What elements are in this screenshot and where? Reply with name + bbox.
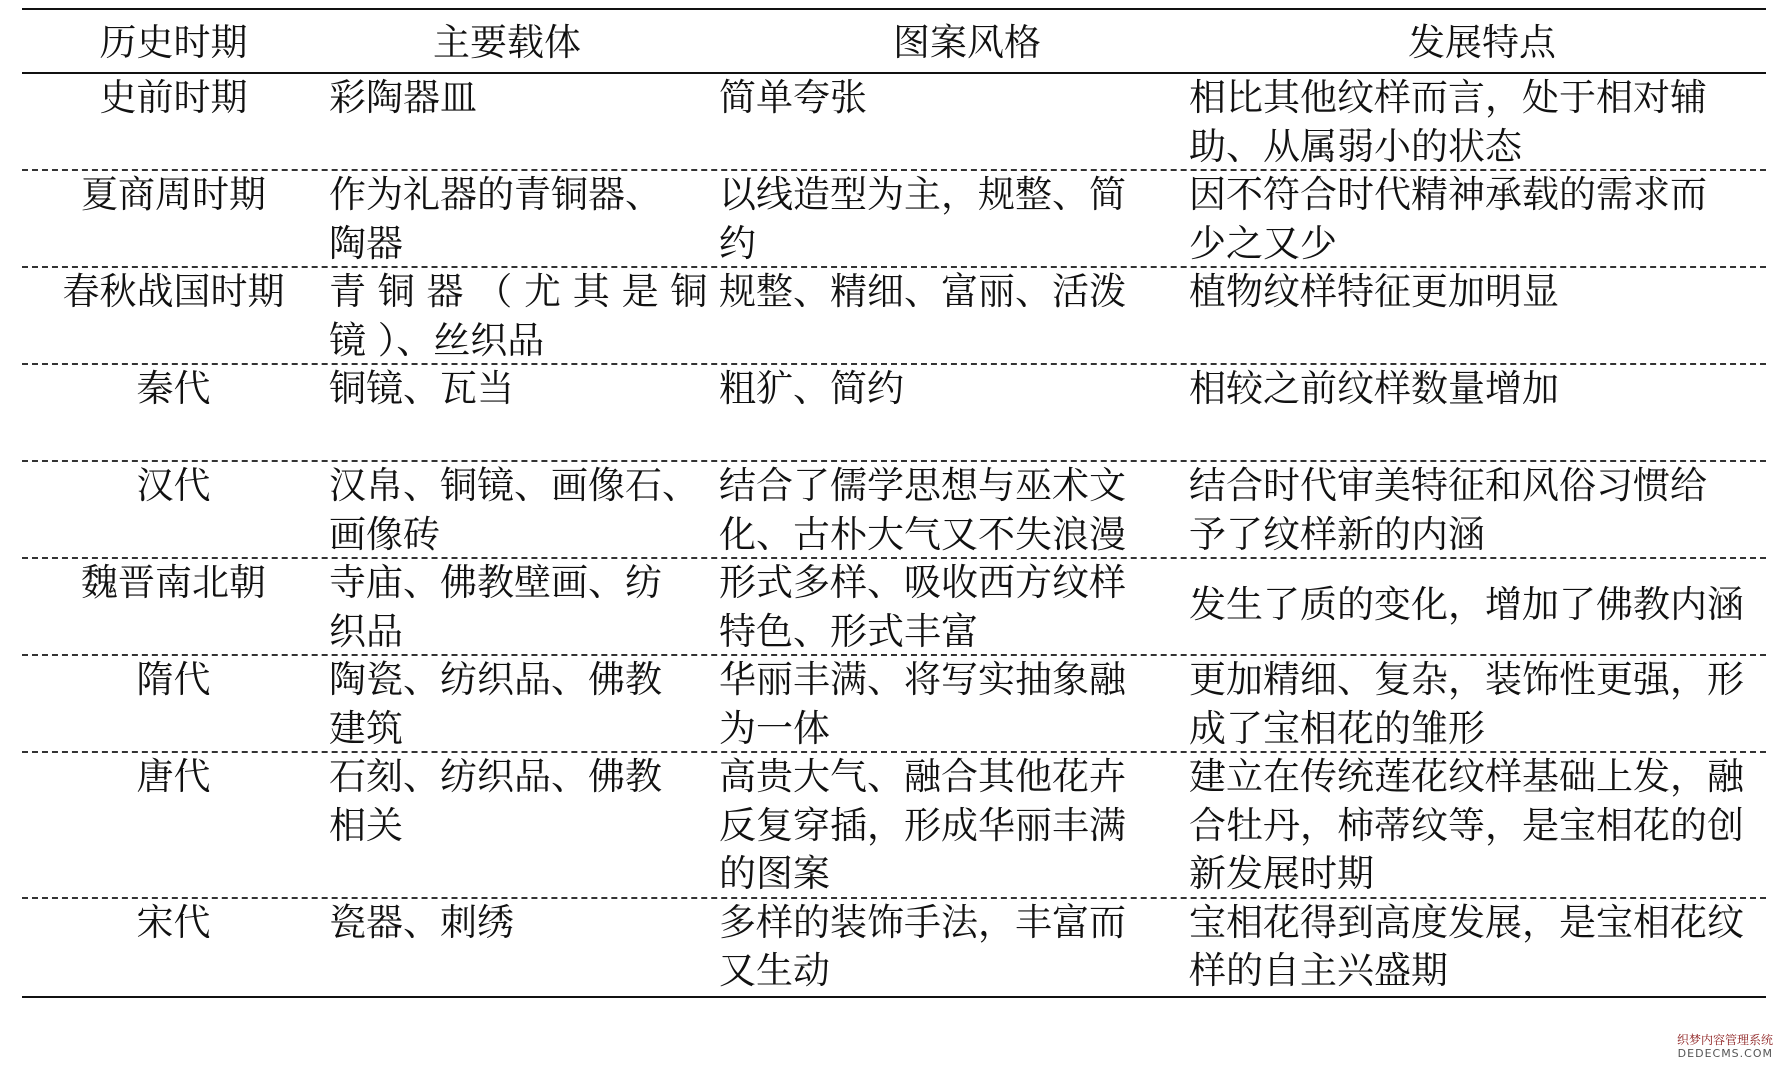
carrier-cell-line: 铜镜、瓦当 — [329, 367, 514, 410]
watermark — [1633, 1033, 1773, 1060]
style-cell-line: 以线造型为主，规整、简 — [719, 173, 1126, 216]
feature-cell — [1185, 74, 1766, 171]
carrier-cell-line: 画像砖 — [329, 512, 440, 556]
header-style: 图案风格 — [893, 21, 1041, 64]
carrier-cell-line: 石刻、纺织品、佛教 — [329, 755, 662, 798]
feature-cell-line: 因不符合时代精神承载的需求而 — [1189, 173, 1707, 216]
carrier-cell-line: 建筑 — [329, 706, 403, 750]
feature-cell — [1185, 365, 1766, 414]
header-carrier: 主要载体 — [433, 21, 581, 64]
carrier-cell — [325, 171, 715, 268]
style-cell-line: 的图案 — [719, 852, 830, 895]
carrier-cell — [325, 365, 715, 414]
carrier-cell — [325, 559, 715, 656]
period-cell: 夏商周时期 — [81, 173, 266, 216]
period-cell: 秦代 — [136, 367, 211, 410]
table-row — [22, 460, 1766, 557]
period-cell: 春秋战国时期 — [62, 270, 285, 313]
carrier-cell-line: 瓷器、刺绣 — [329, 900, 514, 944]
carrier-cell-line: 陶器 — [329, 221, 403, 265]
table-row — [22, 897, 1766, 994]
feature-cell-line: 新发展时期 — [1189, 852, 1374, 895]
feature-cell — [1185, 899, 1766, 996]
feature-cell-line: 少之又少 — [1189, 221, 1337, 265]
header-period: 历史时期 — [99, 21, 248, 64]
style-cell-line: 又生动 — [719, 949, 830, 992]
table-header — [22, 8, 1766, 72]
style-cell-line: 形式多样、吸收西方纹样 — [719, 561, 1126, 604]
style-cell — [715, 74, 1185, 123]
table-row — [22, 363, 1766, 460]
period-cell: 隋代 — [136, 658, 211, 701]
style-cell-line: 粗犷、简约 — [719, 367, 904, 410]
feature-cell — [1185, 171, 1766, 268]
feature-cell — [1185, 268, 1766, 317]
style-cell — [715, 365, 1185, 414]
style-cell-line: 结合了儒学思想与巫术文 — [719, 464, 1126, 507]
carrier-cell — [325, 899, 715, 948]
style-cell — [715, 268, 1185, 317]
feature-cell — [1185, 557, 1766, 654]
feature-cell-line: 予了纹样新的内涵 — [1189, 512, 1485, 556]
feature-cell-line: 更加精细、复杂，装饰性更强，形 — [1189, 658, 1744, 701]
style-cell — [715, 753, 1185, 899]
carrier-cell-line: 彩陶器皿 — [329, 76, 477, 119]
carrier-cell-line: 镜 ）、丝织品 — [329, 318, 545, 362]
carrier-cell-line: 青 铜 器 （ 尤 其 是 铜 — [329, 270, 708, 313]
table-row — [22, 557, 1766, 654]
style-cell-line: 化、古朴大气又不失浪漫 — [719, 512, 1126, 556]
feature-cell-line: 相较之前纹样数量增加 — [1189, 367, 1559, 410]
feature-cell — [1185, 462, 1766, 559]
feature-cell-line: 成了宝相花的雏形 — [1189, 706, 1485, 750]
table-row — [22, 169, 1766, 266]
style-cell — [715, 462, 1185, 559]
feature-cell-line: 助、从属弱小的状态 — [1189, 124, 1522, 168]
style-cell-line: 反复穿插，形成华丽丰满 — [719, 803, 1126, 847]
watermark-line2: DEDECMS.COM — [1677, 1047, 1773, 1060]
watermark-line1: 织梦内容管理系统 — [1676, 1033, 1773, 1047]
table-row — [22, 266, 1766, 363]
carrier-cell — [325, 74, 715, 123]
style-cell-line: 特色、形式丰富 — [719, 609, 978, 653]
table-row — [22, 72, 1766, 169]
style-cell-line: 高贵大气、融合其他花卉 — [719, 755, 1126, 798]
feature-cell-line: 发生了质的变化，增加了佛教内涵 — [1189, 583, 1744, 627]
style-cell-line: 约 — [719, 221, 756, 265]
period-cell: 汉代 — [136, 464, 211, 507]
feature-cell — [1185, 753, 1766, 899]
feature-cell-line: 结合时代审美特征和风俗习惯给 — [1189, 464, 1707, 507]
period-cell: 史前时期 — [99, 76, 248, 119]
feature-cell — [1185, 656, 1766, 753]
table-row — [22, 654, 1766, 751]
style-cell-line: 华丽丰满、将写实抽象融 — [719, 658, 1126, 701]
table-bottom-rule — [22, 996, 1766, 998]
feature-cell-line: 植物纹样特征更加明显 — [1189, 270, 1559, 313]
carrier-cell — [325, 753, 715, 850]
feature-cell-line: 合牡丹，柿蒂纹等，是宝相花的创 — [1189, 803, 1744, 847]
style-cell — [715, 899, 1185, 996]
feature-cell-line: 样的自主兴盛期 — [1189, 949, 1448, 992]
carrier-cell — [325, 656, 715, 753]
carrier-cell-line: 寺庙、佛教壁画、纺 — [329, 561, 662, 604]
style-cell-line: 多样的装饰手法，丰富而 — [719, 900, 1126, 944]
carrier-cell-line: 汉帛、铜镜、画像石、 — [329, 464, 699, 507]
feature-cell-line: 宝相花得到高度发展，是宝相花纹 — [1189, 900, 1744, 944]
carrier-cell-line: 相关 — [329, 803, 403, 847]
carrier-cell — [325, 268, 715, 365]
feature-cell-line: 相比其他纹样而言，处于相对辅 — [1189, 76, 1707, 119]
period-cell: 宋代 — [136, 900, 211, 944]
period-cell: 唐代 — [136, 755, 211, 798]
table-row — [22, 751, 1766, 897]
style-cell — [715, 171, 1185, 268]
carrier-cell-line: 陶瓷、纺织品、佛教 — [329, 658, 662, 701]
carrier-cell-line: 织品 — [329, 609, 403, 653]
style-cell — [715, 559, 1185, 656]
style-cell-line: 简单夸张 — [719, 76, 867, 119]
carrier-cell-line: 作为礼器的青铜器、 — [329, 173, 662, 216]
style-cell-line: 为一体 — [719, 706, 830, 750]
feature-cell-line: 建立在传统莲花纹样基础上发，融 — [1189, 755, 1744, 798]
style-cell — [715, 656, 1185, 753]
carrier-cell — [325, 462, 715, 559]
period-cell: 魏晋南北朝 — [81, 561, 266, 604]
style-cell-line: 规整、精细、富丽、活泼 — [719, 270, 1126, 313]
header-feature: 发展特点 — [1408, 21, 1556, 64]
